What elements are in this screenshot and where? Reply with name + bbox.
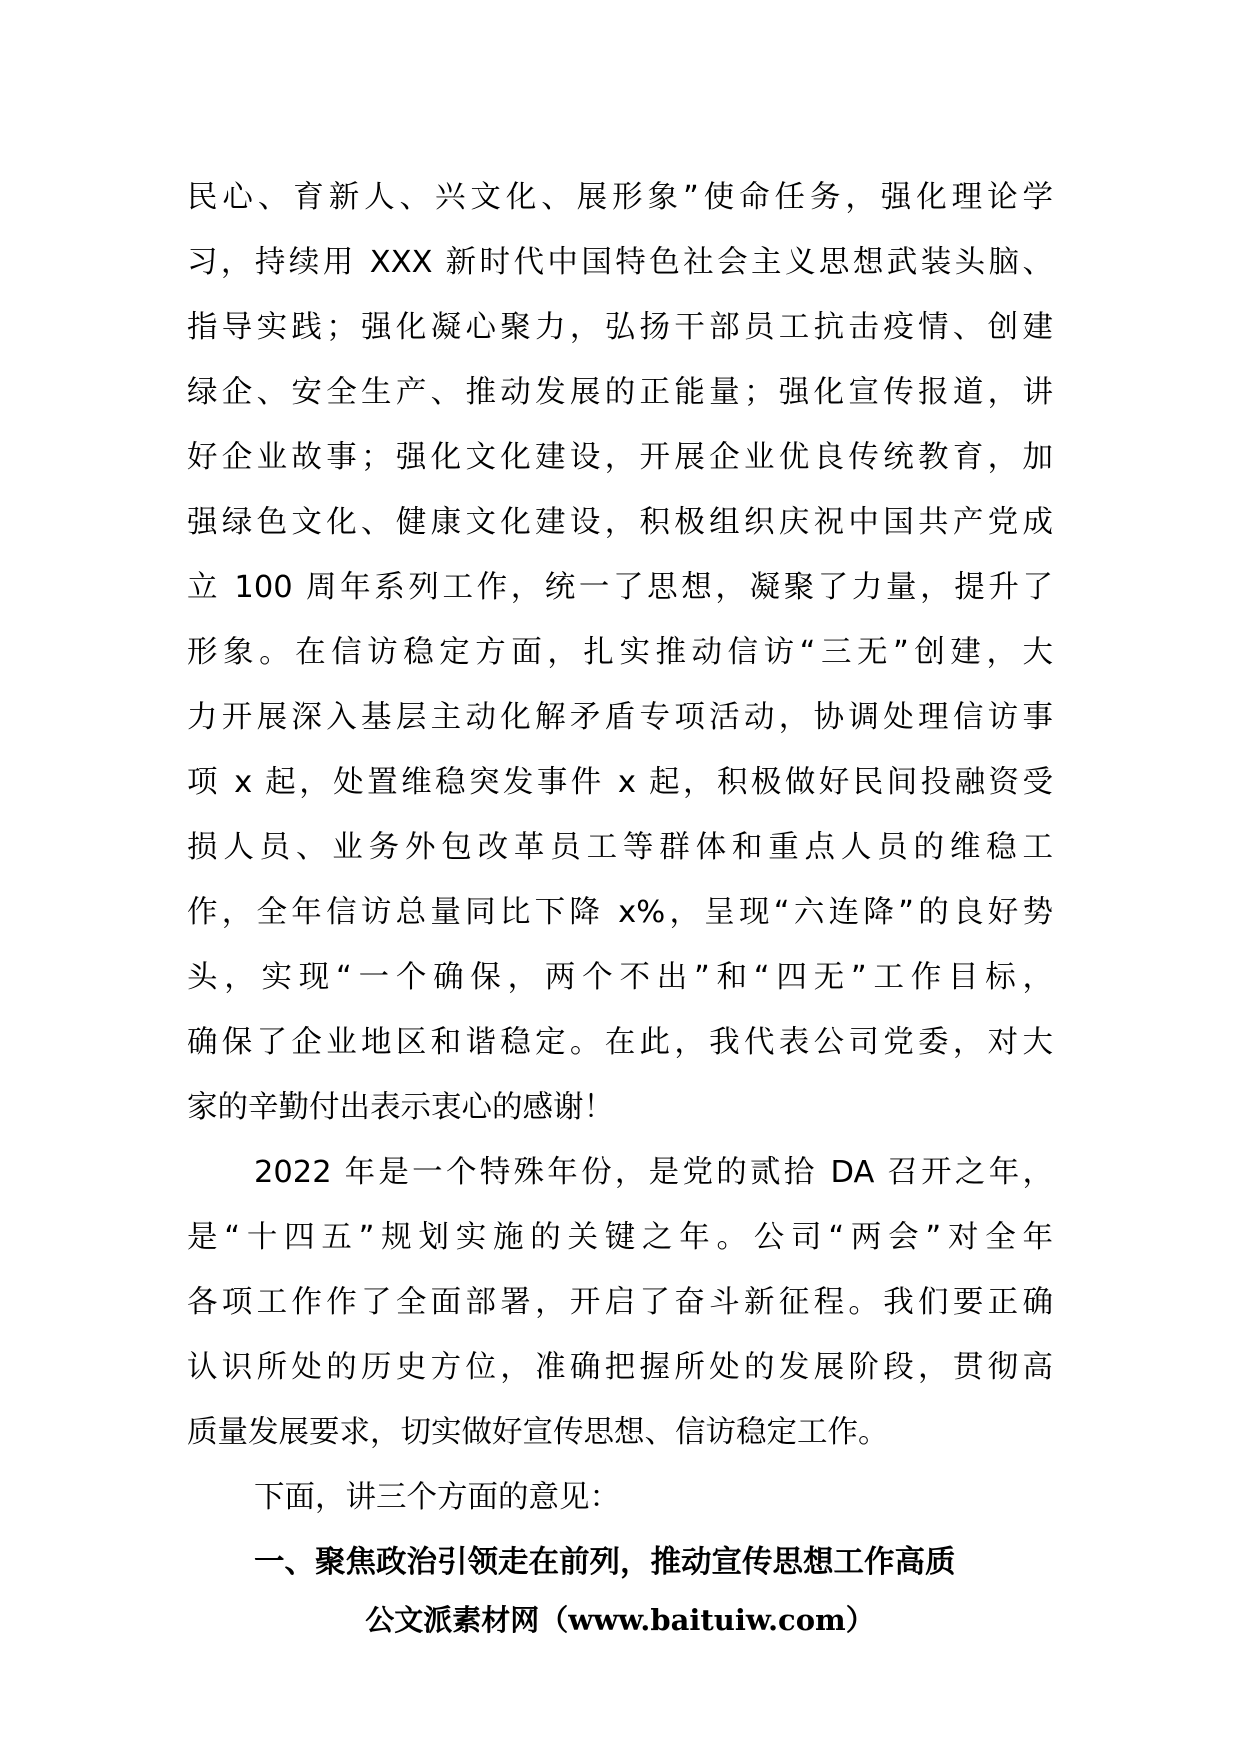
text-line: 强绿色文化、健康文化建设，积极组织庆祝中国共产党成 xyxy=(187,505,1053,540)
text-line: 立 100 周年系列工作，统一了思想，凝聚了力量，提升了 xyxy=(187,570,1053,605)
document-body xyxy=(187,165,1053,1595)
text-line: 质量发展要求，切实做好宣传思想、信访稳定工作。 xyxy=(187,1415,889,1450)
text-line: 各项工作作了全面部署，开启了奋斗新征程。我们要正确 xyxy=(187,1285,1053,1320)
text-line: 项 x 起，处置维稳突发事件 x 起，积极做好民间投融资受 xyxy=(187,765,1053,800)
text-line: 认识所处的历史方位，准确把握所处的发展阶段，贯彻高 xyxy=(187,1350,1053,1385)
text-line: 确保了企业地区和谐稳定。在此，我代表公司党委，对大 xyxy=(187,1025,1053,1060)
paragraph-p2 xyxy=(187,1140,1053,1465)
paragraph-p4 xyxy=(187,1530,1053,1595)
text-line: 头，实现“一个确保，两个不出”和“四无”工作目标， xyxy=(187,960,1053,995)
text-line: 习，持续用 XXX 新时代中国特色社会主义思想武装头脑、 xyxy=(187,245,1053,280)
paragraph-p1 xyxy=(187,165,1053,1140)
paragraph-p3 xyxy=(187,1465,1053,1530)
section-heading-line: 一、聚焦政治引领走在前列，推动宣传思想工作高质 xyxy=(254,1544,956,1580)
text-line: 损人员、业务外包改革员工等群体和重点人员的维稳工 xyxy=(187,830,1053,865)
text-line: 力开展深入基层主动化解矛盾专项活动，协调处理信访事 xyxy=(187,700,1053,735)
text-line: 下面，讲三个方面的意见： xyxy=(254,1480,620,1515)
text-line: 2022 年是一个特殊年份，是党的贰拾 DA 召开之年， xyxy=(254,1155,1053,1190)
text-line: 家的辛勤付出表示衷心的感谢！ xyxy=(187,1090,614,1125)
text-line: 形象。在信访稳定方面，扎实推动信访“三无”创建，大 xyxy=(187,635,1053,670)
text-line: 是“十四五”规划实施的关键之年。公司“两会”对全年 xyxy=(187,1220,1053,1255)
text-line: 绿企、安全生产、推动发展的正能量；强化宣传报道，讲 xyxy=(187,375,1053,410)
text-line: 好企业故事；强化文化建设，开展企业优良传统教育，加 xyxy=(187,440,1053,475)
text-line: 作，全年信访总量同比下降 x%，呈现“六连降”的良好势 xyxy=(187,895,1053,930)
text-line: 民心、育新人、兴文化、展形象”使命任务，强化理论学 xyxy=(187,180,1053,215)
text-line: 指导实践；强化凝心聚力，弘扬干部员工抗击疫情、创建 xyxy=(187,310,1053,345)
footer-watermark: 公文派素材网（www.baituiw.com） xyxy=(365,1603,875,1637)
